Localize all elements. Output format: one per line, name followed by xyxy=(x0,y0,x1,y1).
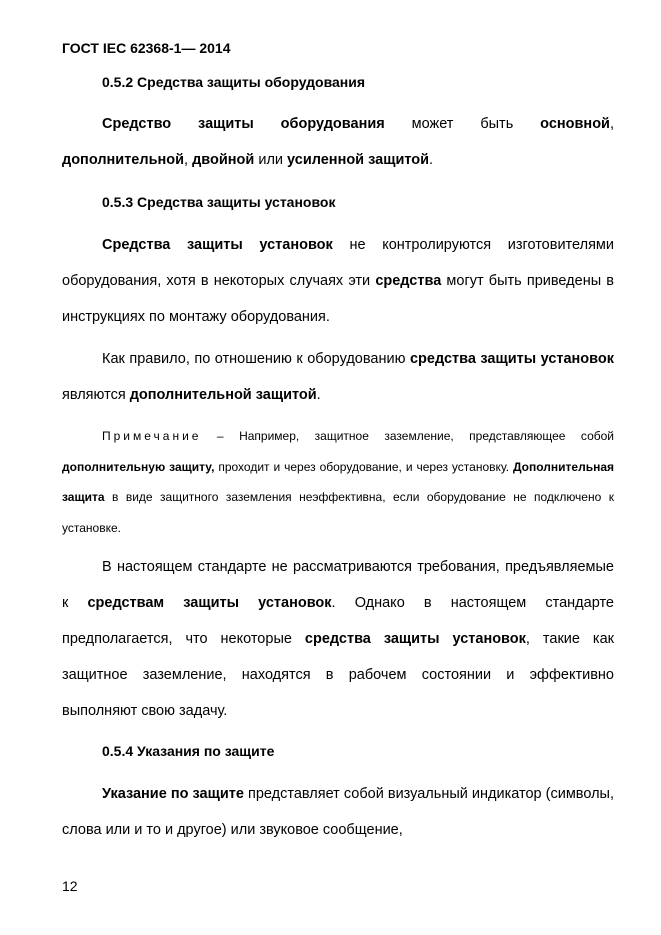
text-run: Как правило, по отношению к оборудованию xyxy=(102,351,410,367)
text-run: , xyxy=(184,152,193,168)
text-run: – Например, защитное заземление, представляющее собой xyxy=(201,429,614,443)
paragraph-safeguard-instructions xyxy=(62,776,614,848)
note-label: Примечание xyxy=(102,429,202,443)
text-run: не контролируются изготовителями оборудования, хотя в некоторых случаях эти xyxy=(62,237,614,289)
note-body xyxy=(62,429,614,535)
section-heading-0-5-2: 0.5.2 Средства защиты оборудования xyxy=(102,74,366,90)
text-run: могут быть приведены в инструкциях по монтажу оборудования. xyxy=(62,273,614,325)
text-run: , такие как защитное заземление, находятся в рабочем состоянии и эффективно выполняют свою задачу. xyxy=(62,631,614,719)
text-run: представляет собой визуальный индикатор (символы, слова или и то и другое) или звуковое сообщение, xyxy=(62,786,614,838)
text-run: , xyxy=(609,116,614,132)
bold-term: Указание по защите xyxy=(102,786,244,802)
bold-term: дополнительной xyxy=(62,152,185,168)
bold-term: двойной xyxy=(192,152,255,168)
text-run: . xyxy=(429,152,434,168)
bold-term: средствам защиты установок xyxy=(87,595,332,611)
bold-term: Средства защиты установок xyxy=(102,237,333,253)
text-run: . xyxy=(316,387,321,403)
bold-term: Дополнительная защита xyxy=(62,459,614,504)
document-header: ГОСТ IEC 62368-1— 2014 xyxy=(62,40,231,56)
text-run: . Однако в настоящем стандарте предполагается, что некоторые xyxy=(62,595,614,647)
note-paragraph xyxy=(62,421,614,543)
bold-term: средства xyxy=(375,273,442,289)
bold-term: средства защиты установок xyxy=(409,351,614,367)
bold-term: усиленной защитой xyxy=(287,152,430,168)
text-run: проходит и через оборудование, и через установку. xyxy=(214,459,513,474)
bold-term: дополнительной защитой xyxy=(129,387,317,403)
section-heading-0-5-3: 0.5.3 Средства защиты установок xyxy=(102,194,336,210)
bold-term: Средство защиты оборудования xyxy=(102,116,385,132)
paragraph-installation-safeguards xyxy=(62,227,614,335)
page-number: 12 xyxy=(62,878,78,894)
bold-term: средства защиты установок xyxy=(304,631,526,647)
text-run: или xyxy=(254,152,288,168)
text-run: в виде защитного заземления неэффективна, если оборудование не подключено к установке. xyxy=(62,490,614,535)
text-run: В настоящем стандарте не рассматриваются требования, предъявляемые к xyxy=(62,559,614,611)
paragraph-standard-scope xyxy=(62,549,614,729)
paragraph-equipment-safeguards xyxy=(62,106,614,178)
section-heading-0-5-4: 0.5.4 Указания по защите xyxy=(102,743,275,759)
bold-term: дополнительную защиту, xyxy=(62,459,215,474)
text-run: являются xyxy=(62,387,130,403)
paragraph-installation-safeguards-rule xyxy=(62,341,614,413)
bold-term: основной xyxy=(540,116,610,132)
text-run: может быть xyxy=(384,116,541,132)
